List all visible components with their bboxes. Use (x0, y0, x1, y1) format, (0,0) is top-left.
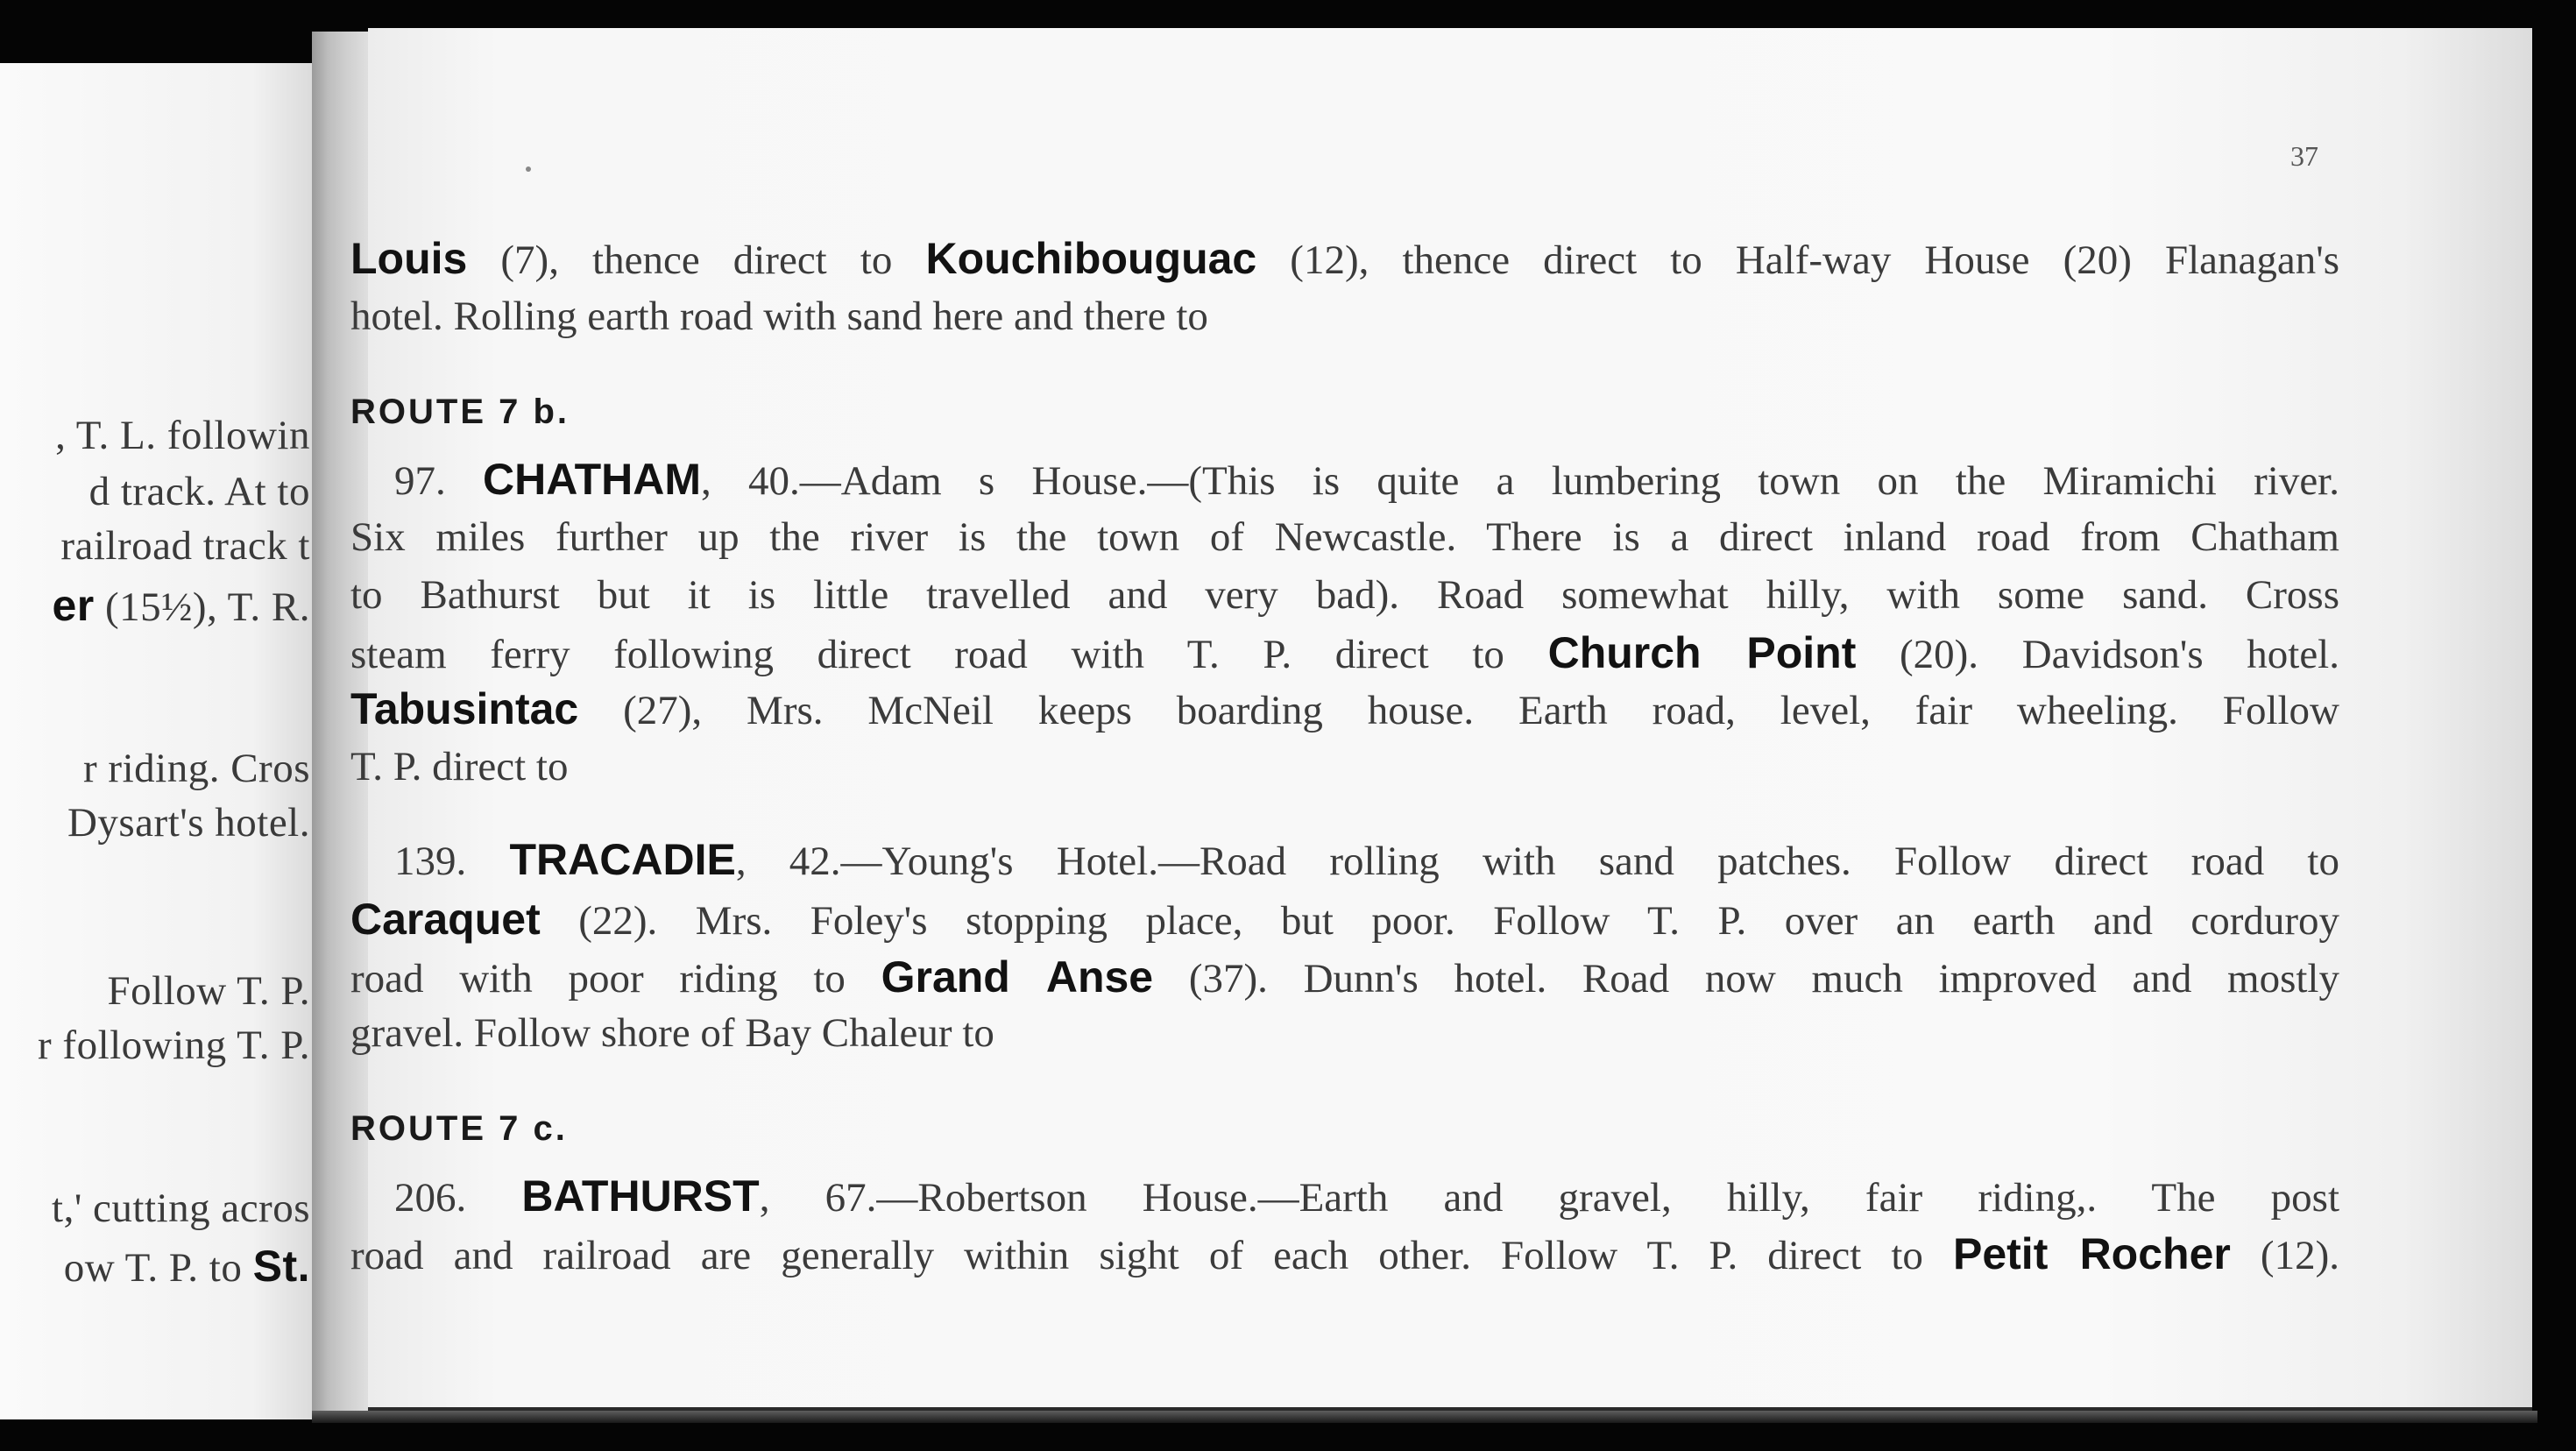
text-line (350, 454, 2339, 505)
place-name: Grand Anse (881, 952, 1154, 1002)
left-text-line: Follow T. P. (107, 968, 310, 1014)
text-line (350, 1171, 2339, 1221)
text-run: (27), Mrs. McNeil keeps boarding house. Earth road, level, fair wheeling. Follow (578, 688, 2339, 733)
left-text-line: , T. L. followin (55, 413, 310, 458)
text-line (350, 627, 2339, 678)
text-line (350, 233, 2339, 284)
text-line (350, 1228, 2339, 1279)
left-text-line: Dysart's hotel. (67, 800, 310, 846)
left-line-start: ow T. P. to (63, 1245, 253, 1291)
route-heading: ROUTE 7 c. (350, 1109, 568, 1148)
left-line-rest: (15½), T. R. (94, 584, 310, 630)
town-name: CHATHAM (483, 455, 702, 504)
text-run: , 40.—Adam s House.—(This is quite a lumbering town on the Miramichi river. (701, 458, 2339, 504)
text-run: (37). Dunn's hotel. Road now much improved and mostly (1153, 956, 2339, 1002)
text-run: (12), thence direct to Half-way House (20) Flanagan's (1256, 237, 2339, 283)
text-line: T. P. direct to (350, 744, 569, 789)
left-text-line: t,' cutting acros (52, 1186, 310, 1231)
text-line: gravel. Follow shore of Bay Chaleur to (350, 1010, 994, 1056)
town-name: BATHURST (521, 1171, 760, 1221)
mileage: 97. (394, 458, 484, 504)
text-run: , 67.—Robertson House.—Earth and gravel, hilly, fair riding,. The post (759, 1175, 2339, 1221)
text-run: road with poor riding to (350, 956, 881, 1002)
page-number: 37 (2290, 140, 2318, 172)
place-name: Petit Rocher (1953, 1229, 2231, 1278)
town-name: TRACADIE (509, 835, 736, 884)
place-name: Caraquet (350, 895, 541, 944)
left-text-line: d track. At to (88, 469, 310, 514)
paper-speck (526, 166, 531, 172)
page-edge-shadow (312, 1411, 2537, 1423)
text-line: to Bathurst but it is little travelled and very bad). Road somewhat hilly, with some sand. Cross (350, 572, 2339, 618)
left-bold-fragment: St. (252, 1242, 310, 1291)
place-name: Church Point (1547, 628, 1857, 677)
left-text-line (64, 1241, 310, 1292)
left-page-fragment (0, 63, 315, 1419)
text-line: hotel. Rolling earth road with sand here and there to (350, 294, 1208, 339)
text-line (350, 683, 2339, 734)
left-bold-fragment: er (52, 581, 95, 630)
mileage: 206. (394, 1175, 522, 1221)
text-line (350, 894, 2339, 945)
place-name: Tabusintac (350, 684, 579, 733)
text-line: Six miles further up the river is the town of Newcastle. There is a direct inland road from Chatham (350, 514, 2339, 560)
left-text-line: railroad track t (60, 523, 310, 569)
text-run: steam ferry following direct road with T. P. direct to (350, 632, 1548, 677)
text-line (350, 952, 2339, 1002)
place-name: Kouchibouguac (925, 234, 1257, 283)
place-name: Louis (350, 234, 468, 283)
left-text-line: r riding. Cros (83, 746, 310, 791)
text-run: (22). Mrs. Foley's stopping place, but poor. Follow T. P. over an earth and corduroy (540, 898, 2339, 944)
text-run: road and railroad are generally within sight of each other. Follow T. P. direct to (350, 1233, 1953, 1278)
left-text-line: r following T. P. (38, 1023, 310, 1068)
text-run: , 42.—Young's Hotel.—Road rolling with sand patches. Follow direct road to (735, 839, 2339, 884)
left-text-line (52, 580, 310, 631)
mileage: 139. (394, 839, 510, 884)
text-line (350, 834, 2339, 885)
text-run: (7), thence direct to (467, 237, 926, 283)
route-heading: ROUTE 7 b. (350, 393, 570, 431)
text-run: (20). Davidson's hotel. (1856, 632, 2339, 677)
text-run: (12). (2230, 1233, 2339, 1278)
